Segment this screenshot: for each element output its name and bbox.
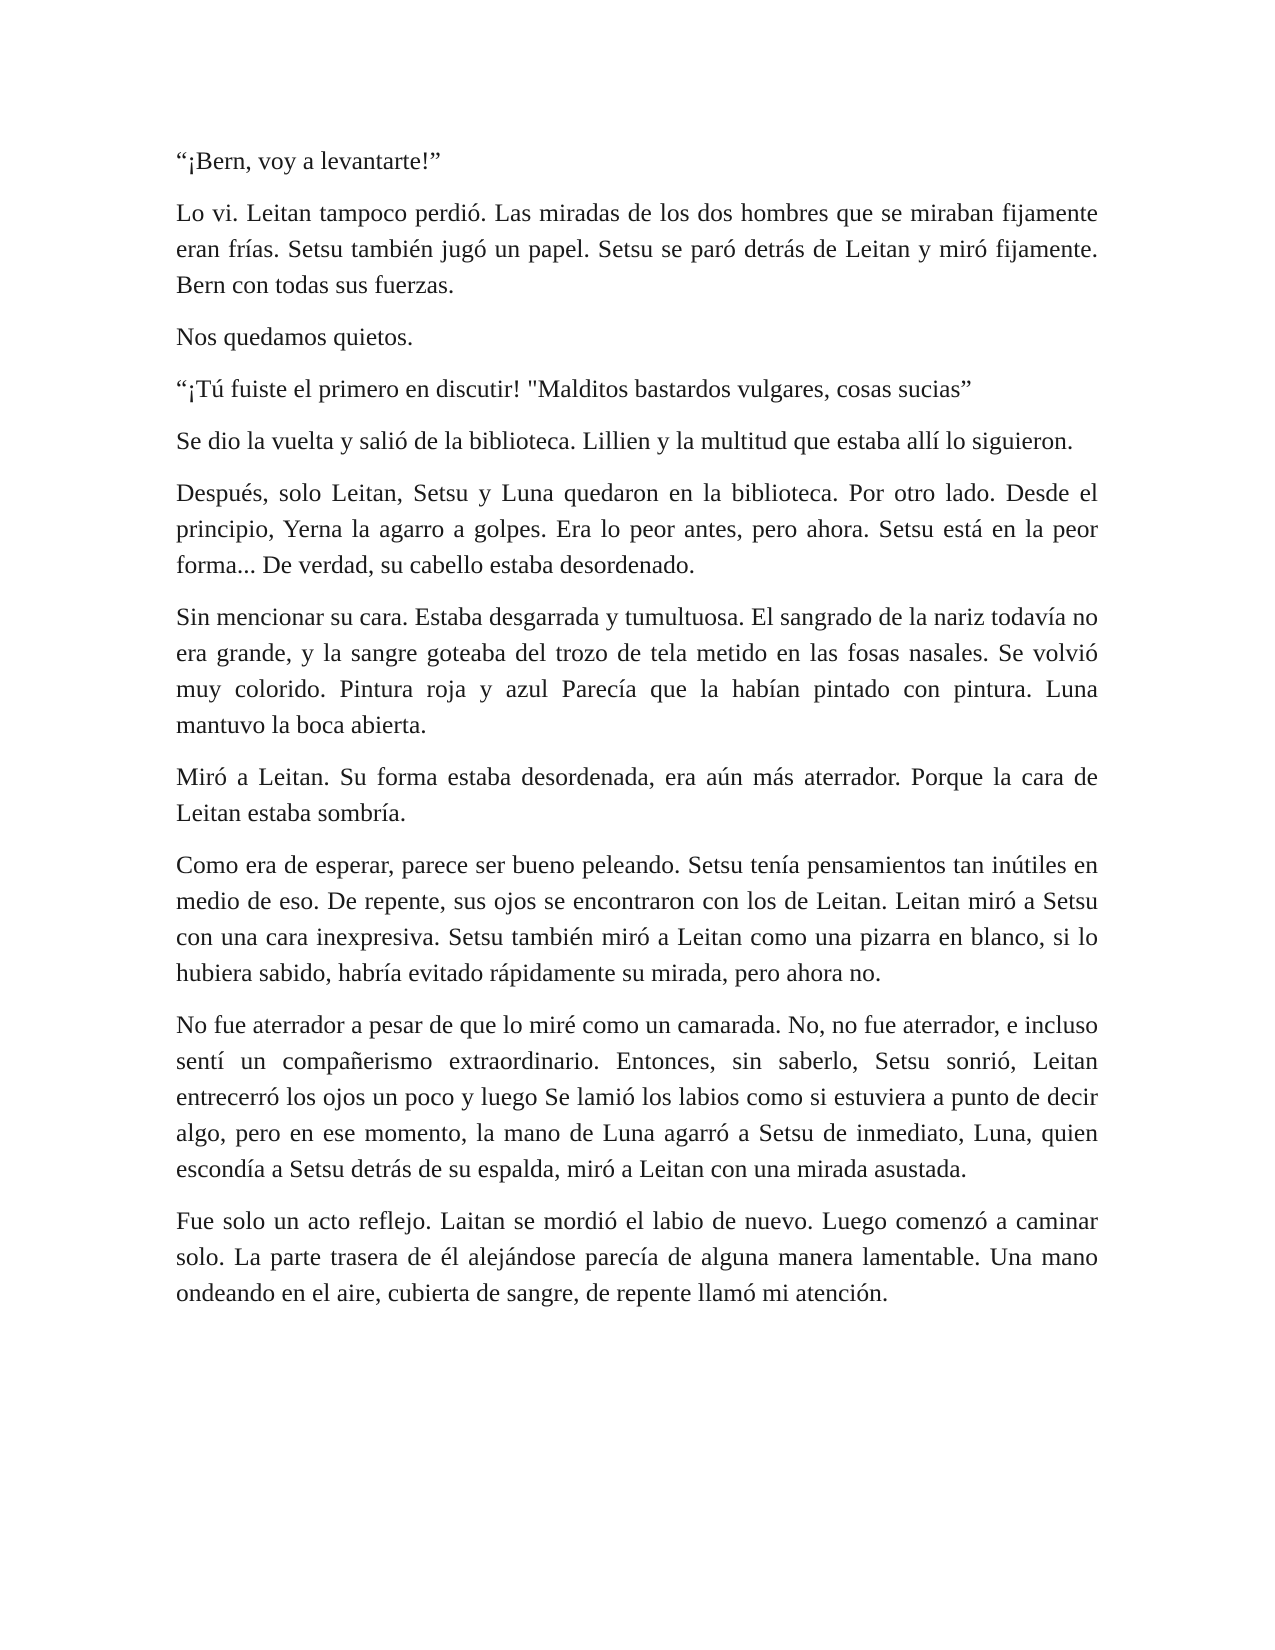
paragraph-8: Miró a Leitan. Su forma estaba desordenada, era aún más aterrador. Porque la cara de Leitan estaba sombría. xyxy=(176,762,1098,827)
paragraph-10: No fue aterrador a pesar de que lo miré como un camarada. No, no fue aterrador, e incluso sentí un compañerismo extraordinario. Entonces, sin saberlo, Setsu sonrió, Leitan entrecerró los ojos un poco y luego Se lamió los labios como si estuviera a punto de decir algo, pero en ese momento, la mano de Luna agarró a Setsu de inmediato, Luna, quien escondía a Setsu detrás de su espalda, miró a Leitan con una mirada asustada. xyxy=(176,1010,1098,1183)
paragraph-6: Después, solo Leitan, Setsu y Luna quedaron en la biblioteca. Por otro lado. Desde el principio, Yerna la agarro a golpes. Era lo peor antes, pero ahora. Setsu está en la peor forma... De verdad, su cabello estaba desordenado. xyxy=(176,478,1098,579)
paragraph-9: Como era de esperar, parece ser bueno peleando. Setsu tenía pensamientos tan inútiles en medio de eso. De repente, sus ojos se encontraron con los de Leitan. Leitan miró a Setsu con una cara inexpresiva. Setsu también miró a Leitan como una pizarra en blanco, si lo hubiera sabido, habría evitado rápidamente su mirada, pero ahora no. xyxy=(176,850,1098,987)
paragraph-3: Nos quedamos quietos. xyxy=(176,322,414,351)
paragraph-2: Lo vi. Leitan tampoco perdió. Las miradas de los dos hombres que se miraban fijamente eran frías. Setsu también jugó un papel. Setsu se paró detrás de Leitan y miró fijamente. Bern con todas sus fuerzas. xyxy=(176,198,1098,299)
paragraph-4: “¡Tú fuiste el primero en discutir! "Malditos bastardos vulgares, cosas sucias” xyxy=(176,374,972,403)
document-page xyxy=(176,143,1098,1327)
paragraph-11: Fue solo un acto reflejo. Laitan se mordió el labio de nuevo. Luego comenzó a caminar solo. La parte trasera de él alejándose parecía de alguna manera lamentable. Una mano ondeando en el aire, cubierta de sangre, de repente llamó mi atención. xyxy=(176,1206,1098,1307)
paragraph-7: Sin mencionar su cara. Estaba desgarrada y tumultuosa. El sangrado de la nariz todavía no era grande, y la sangre goteaba del trozo de tela metido en las fosas nasales. Se volvió muy colorido. Pintura roja y azul Parecía que la habían pintado con pintura. Luna mantuvo la boca abierta. xyxy=(176,602,1098,739)
paragraph-1: “¡Bern, voy a levantarte!” xyxy=(176,146,441,175)
paragraph-5: Se dio la vuelta y salió de la biblioteca. Lillien y la multitud que estaba allí lo siguieron. xyxy=(176,426,1074,455)
